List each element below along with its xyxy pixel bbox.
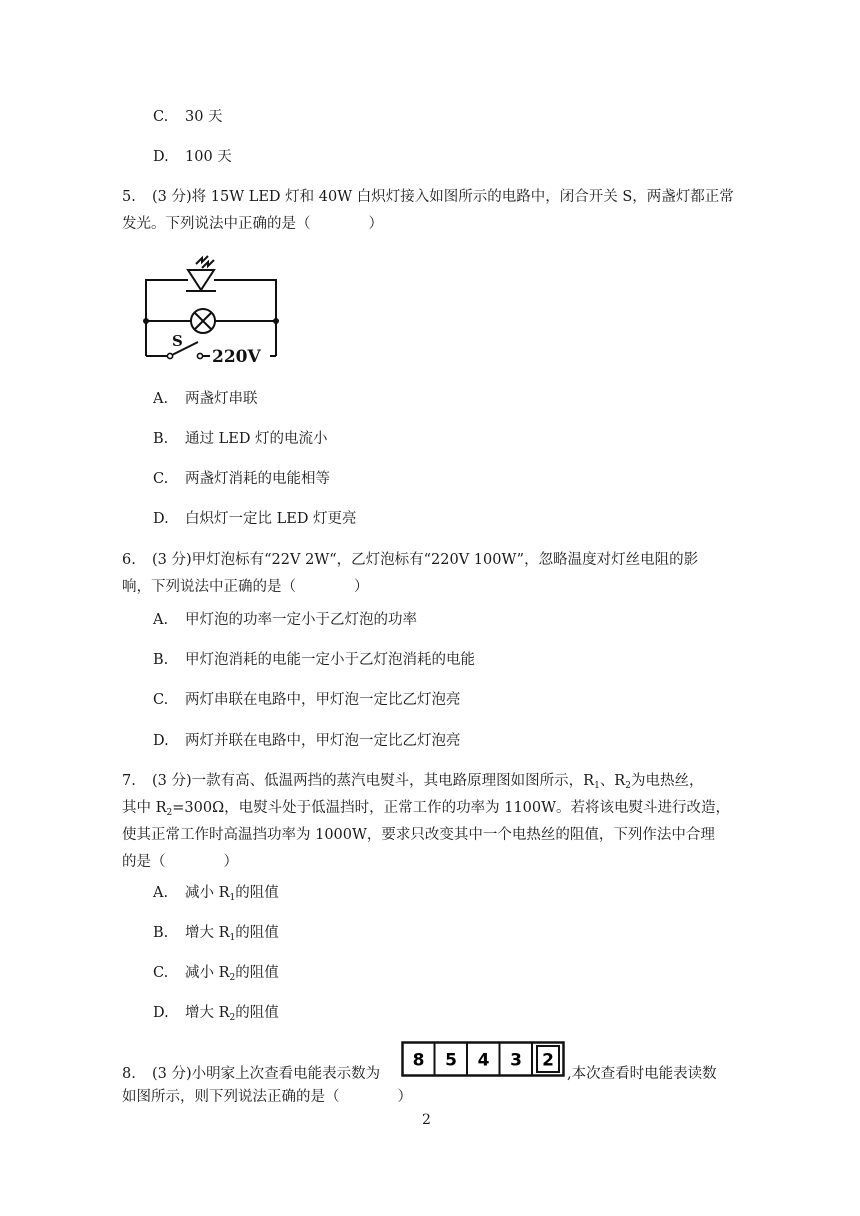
q6-option-b: B. 甲灯泡消耗的电能一定小于乙灯泡消耗的电能 [153, 652, 475, 668]
meter-digit-2: 5 [445, 1050, 457, 1071]
q5-option-c: C. 两盏灯消耗的电能相等 [153, 471, 330, 487]
voltage-label: 220V [212, 347, 261, 367]
q7-stem-line2: 其中 $R_2=300\Omega$，电熨斗处于低温挡时，正常工作的功率为 1100W。若将该电熨斗进行改造， [122, 800, 731, 818]
q6-stem-line2: 响，下列说法中正确的是（ ） [122, 579, 369, 595]
q5-option-b: B. 通过 LED 灯的电流小 [153, 431, 328, 447]
q8-stem-line1-a: 8. (3 分)小明家上次查看电能表示数为 [122, 1066, 381, 1082]
q6-stem-line1: 6. (3 分)甲灯泡标有“22V 2W“，乙灯泡标有“220V 100W”，忽略温度对灯丝电阻的影 [122, 552, 699, 568]
page-number: 2 [422, 1112, 431, 1128]
q8-stem-line1-b: ,本次查看时电能表读数 [567, 1066, 717, 1082]
meter-digit-5: 2 [542, 1050, 554, 1071]
meter-digit-3: 4 [477, 1050, 490, 1071]
q7-stem-line4: 的是（ ） [122, 854, 238, 870]
q5-stem-line2: 发光。下列说法中正确的是（ ） [122, 216, 383, 232]
q7-option-a: A. 减小 $R_1$的阻值 [153, 885, 279, 903]
q6-option-a: A. 甲灯泡的功率一定小于乙灯泡的功率 [153, 612, 417, 628]
q6-option-d: D. 两灯并联在电路中，甲灯泡一定比乙灯泡亮 [153, 733, 461, 749]
junction-dot-right [273, 318, 279, 324]
q8-stem-line2: 如图所示，则下列说法正确的是（ ） [122, 1089, 412, 1105]
q5-option-d: D. 白炽灯一定比 LED 灯更亮 [153, 511, 357, 527]
led-diode-icon [188, 270, 214, 290]
q7-option-b: B. 增大 $R_1$的阻值 [153, 925, 279, 943]
q5-option-a: A. 两盏灯串联 [153, 391, 258, 407]
q7-stem-line3: 使其正常工作时高温挡功率为 1000W，要求只改变其中一个电热丝的阻值，下列作法中合理 [122, 827, 715, 843]
q7-option-d: D. 增大 $R_2$的阻值 [153, 1005, 279, 1023]
q4-option-c: C. 30 天 [153, 109, 223, 125]
q7-stem-line1: 7. (3 分)一款有高、低温两挡的蒸汽电熨斗，其电路原理图如图所示，$R_1$、$R_2$为电热丝， [122, 773, 704, 791]
q5-stem-line1: 5. (3 分)将 15W LED 灯和 40W 白炽灯接入如图所示的电路中，闭合开关 S，两盏灯都正常 [122, 189, 734, 205]
q5-circuit-diagram [136, 248, 286, 374]
switch-label: S [172, 332, 183, 350]
meter-digit-1: 8 [412, 1050, 425, 1071]
q8-energy-meter-reading [401, 1041, 565, 1077]
junction-dot-left [143, 318, 149, 324]
q4-option-d: D. 100 天 [153, 149, 232, 165]
meter-digit-4: 3 [510, 1050, 522, 1071]
q6-option-c: C. 两灯串联在电路中，甲灯泡一定比乙灯泡亮 [153, 692, 461, 708]
circuit-wire-right-top [220, 280, 276, 356]
q7-option-c: C. 减小 $R_2$的阻值 [153, 965, 279, 983]
